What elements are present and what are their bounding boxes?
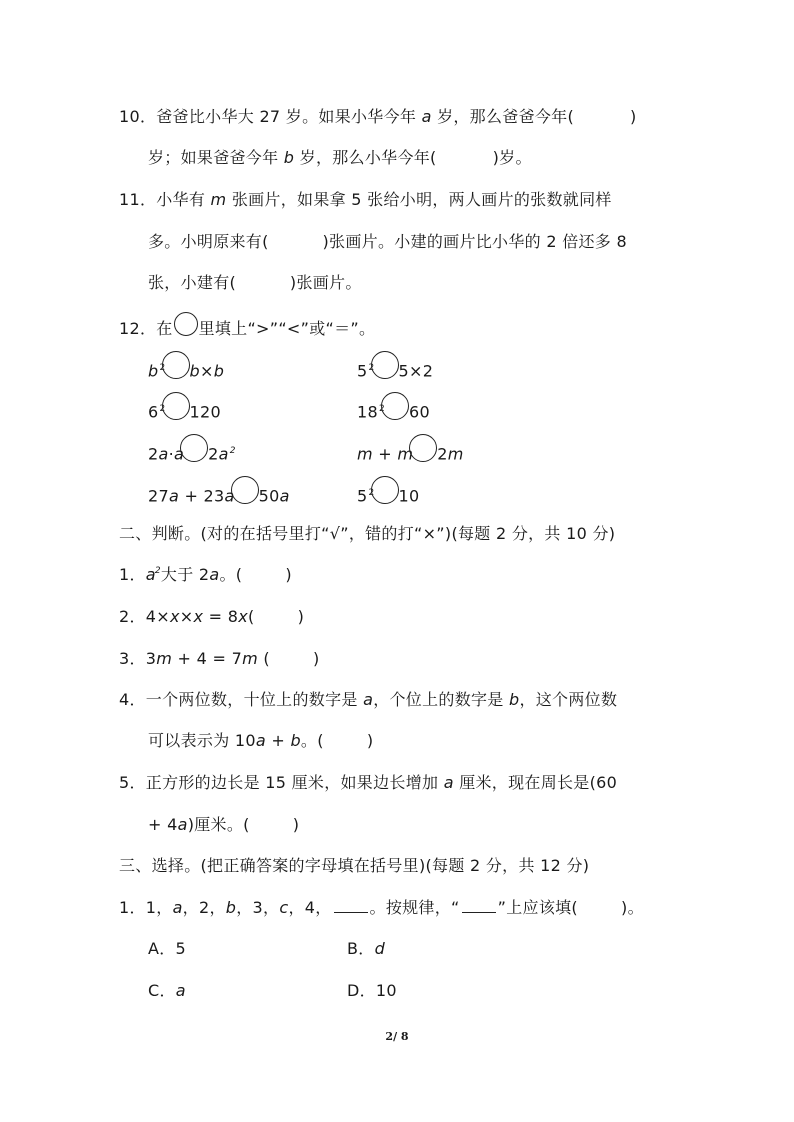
option-d[interactable]: D．10	[347, 981, 397, 1000]
answer-paren[interactable]: ”上应该填( )。	[497, 898, 644, 917]
q10-text-f: )岁。	[492, 148, 532, 167]
var-m: m	[156, 649, 173, 668]
q11-line3: 张，小建有( )张画片。	[148, 273, 362, 292]
answer-paren[interactable]: 。( )	[300, 731, 374, 750]
text: ×	[179, 607, 194, 626]
q12-title-b: 里填上“>”“<”或“＝”。	[198, 319, 376, 338]
text: 大于 2	[160, 565, 210, 584]
q12-item-r2-right	[357, 402, 430, 426]
expr: 6	[148, 402, 159, 422]
exponent: 2	[368, 487, 375, 498]
q12-item-r4-left	[148, 486, 290, 508]
var-m: m	[357, 444, 373, 464]
text: 3．3	[119, 649, 157, 668]
expr: 18	[357, 402, 378, 422]
var-a: a	[421, 107, 432, 126]
expr: 60	[409, 402, 430, 422]
var-a: a	[443, 773, 454, 792]
q12-item-r2-left	[148, 402, 221, 426]
exponent: 2	[154, 566, 161, 576]
text: 4．一个两位数，十位上的数字是	[119, 690, 364, 709]
var-c: c	[279, 898, 289, 917]
exponent: 2	[159, 362, 166, 373]
text: 2．4×	[119, 607, 170, 626]
expr: b	[148, 361, 159, 381]
expr: 27	[148, 486, 169, 506]
var-a: a	[177, 815, 188, 834]
q11-line1	[119, 190, 612, 210]
var-a: a	[224, 486, 235, 506]
text: 。按规律，“	[369, 898, 460, 917]
compare-circle[interactable]	[162, 392, 190, 420]
sec2-q5-line1	[119, 773, 617, 793]
option-label: B．	[347, 939, 375, 958]
q10-line1	[119, 107, 637, 127]
var-d: d	[374, 939, 386, 958]
q12-item-r1-right	[357, 361, 433, 385]
expr: 5	[357, 361, 368, 381]
var-m: m	[447, 444, 464, 464]
expr: 120	[189, 402, 221, 422]
exponent: 2	[229, 445, 236, 456]
var-a: a	[279, 486, 290, 506]
var-a: a	[158, 444, 169, 464]
sec2-q4-line1	[119, 690, 617, 710]
compare-circle[interactable]	[371, 476, 399, 504]
q10-line2	[148, 148, 532, 168]
expr: 50	[258, 486, 280, 506]
text: 厘米，现在周长是(60	[453, 773, 618, 792]
text: ，3，	[236, 898, 280, 917]
q11-text-b: 张画片，如果拿 5 张给小明，两人画片的张数就同样	[226, 190, 612, 209]
operator: +	[372, 444, 398, 464]
answer-paren[interactable]: 。( )	[219, 565, 292, 584]
expr: 10	[398, 486, 420, 506]
compare-circle[interactable]	[162, 351, 190, 379]
sec2-q1	[119, 565, 292, 588]
var-a: a	[175, 981, 186, 1000]
operator: ·	[168, 444, 174, 464]
compare-circle[interactable]	[378, 392, 409, 420]
text: ，这个两位数	[519, 690, 618, 709]
var-b: b	[283, 148, 295, 167]
sec2-q5-line2	[148, 815, 299, 835]
var-a: a	[218, 444, 229, 464]
sec2-q2	[119, 607, 304, 627]
expr: b	[213, 361, 225, 381]
var-b: b	[290, 731, 301, 750]
q12-item-r3-left	[148, 444, 236, 468]
answer-paren[interactable]: ( )	[248, 607, 305, 626]
var-m: m	[397, 444, 414, 464]
blank-underline	[334, 898, 368, 913]
q11-text-a: 11．小华有	[119, 190, 211, 209]
q-num: 1．	[119, 565, 146, 584]
var-b: b	[508, 690, 520, 709]
q12-item-r4-right	[357, 486, 419, 510]
expr: 5	[357, 486, 368, 506]
blank-underline	[462, 898, 496, 913]
expr: b	[189, 361, 200, 381]
var-a: a	[145, 565, 156, 584]
sec2-q3	[119, 649, 320, 669]
exponent: 2	[378, 403, 385, 414]
var-a: a	[209, 565, 220, 584]
circle-icon	[174, 312, 198, 336]
option-b[interactable]	[347, 939, 385, 959]
compare-circle[interactable]	[371, 351, 399, 379]
exponent: 2	[368, 362, 375, 373]
var-m: m	[242, 649, 258, 668]
text: 5．正方形的边长是 15 厘米，如果边长增加	[119, 773, 444, 792]
q10-text-d: 岁；如果爸爸今年	[148, 148, 284, 167]
var-x: x	[169, 607, 180, 626]
text: + 4	[148, 815, 178, 834]
compare-circle[interactable]	[180, 434, 208, 462]
q10-text-a: 10．爸爸比小华大 27 岁。如果小华今年	[119, 107, 422, 126]
answer-paren[interactable]: )厘米。( )	[187, 815, 300, 834]
text: + 4 = 7	[172, 649, 243, 668]
var-a: a	[168, 486, 180, 506]
expr: 5×2	[398, 361, 434, 381]
var-x: x	[193, 607, 204, 626]
q10-text-c: )	[630, 107, 637, 126]
q12-item-r3-right	[357, 444, 464, 466]
expr: 2	[437, 444, 448, 464]
var-a: a	[173, 444, 185, 464]
var-a: a	[363, 690, 374, 709]
var-x: x	[238, 607, 248, 626]
expr: 2	[148, 444, 159, 464]
text: ，4，	[288, 898, 332, 917]
option-c[interactable]	[148, 981, 186, 1001]
q11-line2: 多。小明原来有( )张画片。小建的画片比小华的 2 倍还多 8	[148, 232, 627, 251]
q12-item-r1-left	[148, 361, 224, 385]
operator: ×	[199, 361, 214, 381]
q10-text-e: 岁，那么小华今年(	[294, 148, 437, 167]
expr: 2	[208, 444, 219, 464]
option-a[interactable]: A．5	[148, 939, 187, 958]
q12-title-a: 12．在	[119, 319, 173, 338]
var-m: m	[210, 190, 227, 209]
text: ，2，	[182, 898, 226, 917]
operator: + 23	[179, 486, 225, 506]
text: 可以表示为 10	[148, 731, 256, 750]
compare-circle[interactable]	[409, 434, 437, 462]
text: +	[265, 731, 291, 750]
q12-title	[119, 319, 375, 339]
option-label: C．	[148, 981, 176, 1000]
page-number: 2/ 8	[385, 1030, 409, 1043]
section2-title: 二、判断。(对的在括号里打“√”，错的打“×”)(每题 2 分，共 10 分)	[119, 524, 616, 543]
text: ，个位上的数字是	[373, 690, 509, 709]
var-a: a	[255, 731, 266, 750]
text: = 8	[203, 607, 239, 626]
text: 1．1，	[119, 898, 173, 917]
sec3-q1	[119, 898, 644, 918]
compare-circle[interactable]	[231, 476, 259, 504]
answer-paren[interactable]: ( )	[257, 649, 320, 668]
section3-title: 三、选择。(把正确答案的字母填在括号里)(每题 2 分，共 12 分)	[119, 856, 590, 875]
var-a: a	[172, 898, 183, 917]
var-b: b	[225, 898, 237, 917]
exponent: 2	[159, 403, 166, 414]
sec2-q4-line2	[148, 731, 373, 751]
q10-text-b: 岁，那么爸爸今年(	[431, 107, 575, 126]
